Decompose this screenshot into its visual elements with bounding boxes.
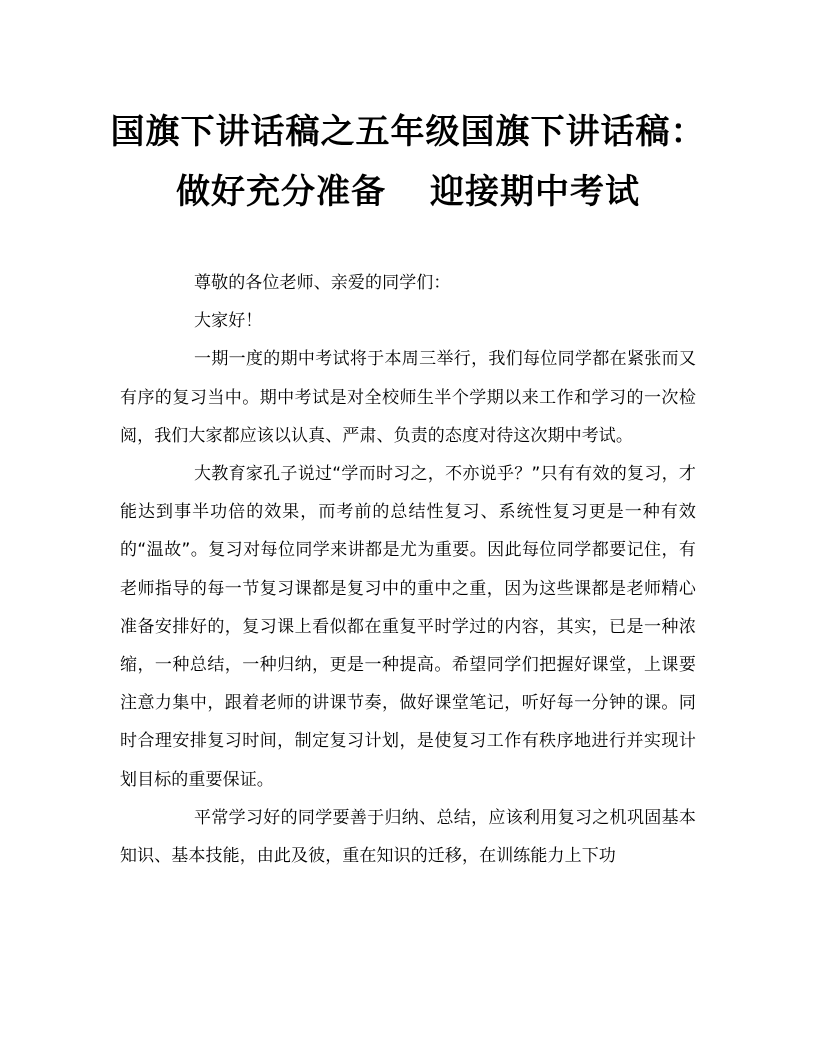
document-title-line-2 xyxy=(80,172,736,212)
greeting: 大家好！ xyxy=(194,311,263,332)
paragraph-study-method: 平常学习好的同学要善于归纳、总结，应该利用复习之机巩固基本知识、基本技能，由此及彼，重在知识的迁移，在训练能力上下功 xyxy=(120,807,696,867)
document-body xyxy=(120,264,696,875)
document-title-line-1: 国旗下讲话稿之五年级国旗下讲话稿： xyxy=(110,112,706,152)
paragraph-exam-announcement: 一期一度的期中考试将于本周三举行，我们每位同学都在紧张而又有序的复习当中。期中考试是对全校师生半个学期以来工作和学习的一次检阅，我们大家都应该以认真、严肃、负责的态度对待这次期中考试。 xyxy=(120,349,696,446)
paragraph-review-importance: 大教育家孔子说过“学而时习之，不亦说乎？”只有有效的复习，才能达到事半功倍的效果，而考前的总结性复习、系统性复习更是一种有效的“温故”。复习对每位同学来讲都是尤为重要。因此每位同学都要记住，有老师指导的每一节复习课都是复习中的重中之重，因为这些课都是老师精心准备安排好的，复习课上看似都在重复平时学过的内容，其实，已是一种浓缩，一种总结，一种归纳，更是一种提高。希望同学们把握好课堂，上课要注意力集中，跟着老师的讲课节奏，做好课堂笔记，听好每一分钟的课。同时合理安排复习时间，制定复习计划，是使复习工作有秩序地进行并实现计划目标的重要保证。 xyxy=(120,464,696,790)
title-part-prepare: 做好充分准备 xyxy=(176,172,386,212)
salutation: 尊敬的各位老师、亲爱的同学们： xyxy=(194,273,451,293)
title-part-exam: 迎接期中考试 xyxy=(430,172,640,212)
